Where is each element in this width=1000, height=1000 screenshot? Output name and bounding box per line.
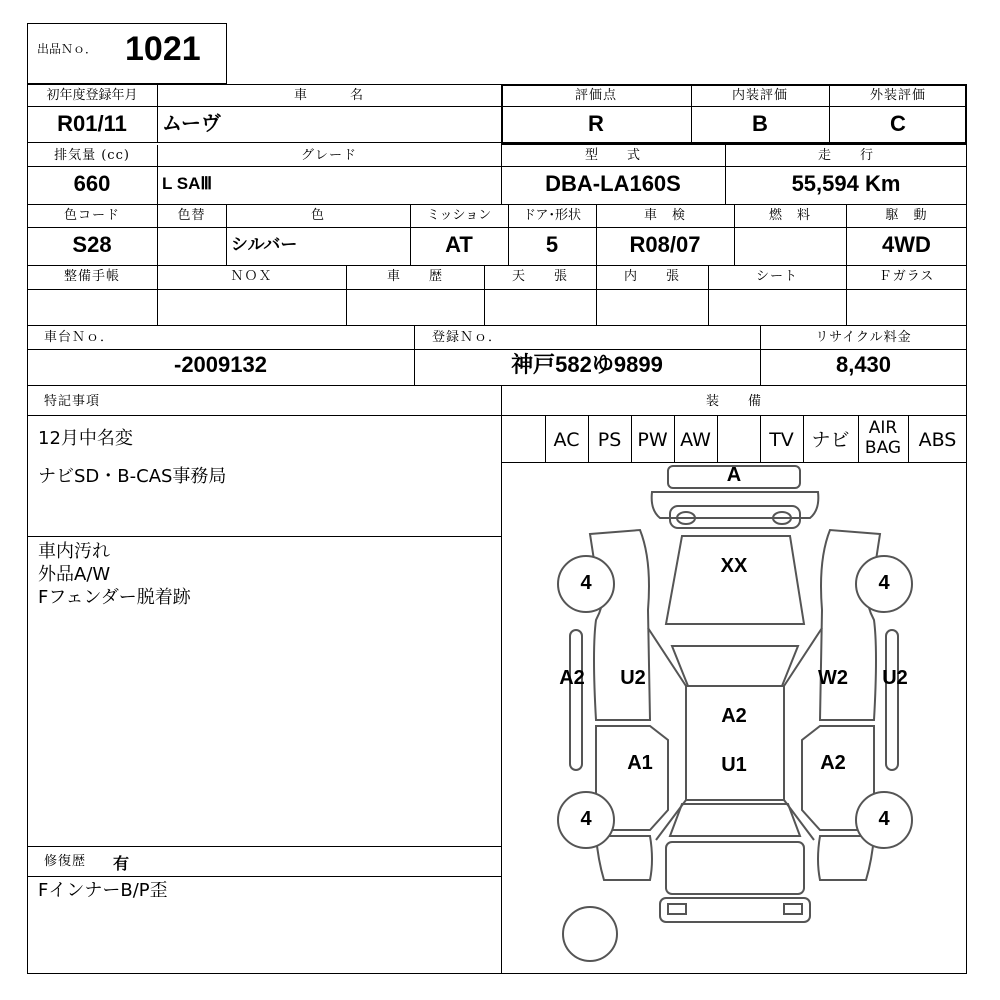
score-label: 評価点 bbox=[574, 88, 617, 103]
seat-label: シート bbox=[755, 269, 798, 284]
notes-label: 特記事項 bbox=[44, 394, 101, 409]
mileage-value: 55,594 Km bbox=[791, 171, 901, 196]
diagram-windshield bbox=[672, 646, 798, 686]
inspection-label: 車 検 bbox=[643, 208, 686, 223]
color-code-label: 色コード bbox=[63, 208, 120, 223]
mark-right-fender-inner: W2 bbox=[818, 667, 848, 689]
doors-label: ドア･形状 bbox=[522, 208, 582, 223]
repair-history-label: 修復歴 bbox=[44, 854, 87, 869]
inspector-line-2: 外品A/W bbox=[38, 564, 111, 585]
diagram-spare-tire bbox=[563, 907, 617, 961]
lot-number: 1021 bbox=[125, 30, 201, 68]
mark-tire-fr: 4 bbox=[878, 572, 890, 594]
chassis-value: -2009132 bbox=[174, 352, 267, 377]
mileage-label: 走 行 bbox=[817, 148, 874, 163]
grade-label: グレード bbox=[300, 148, 357, 163]
equip-aw: AW bbox=[680, 429, 711, 451]
car-name-label: 車 名 bbox=[293, 88, 364, 103]
diagram-trunk bbox=[666, 842, 804, 894]
equip-tv: TV bbox=[769, 429, 794, 451]
fuel-label: 燃 料 bbox=[768, 208, 811, 223]
mark-left-fender-outer: A2 bbox=[559, 667, 585, 689]
fuel-value bbox=[734, 228, 846, 262]
mark-roof: U1 bbox=[721, 754, 747, 776]
mark-left-fender-inner: U2 bbox=[620, 667, 646, 689]
repair-history-value: 有 bbox=[113, 854, 130, 873]
mark-tire-rl: 4 bbox=[580, 808, 592, 830]
repaint-label: 色替 bbox=[177, 208, 206, 223]
equip-airbag bbox=[858, 418, 908, 458]
mission-value: AT bbox=[445, 232, 473, 257]
mark-front-bumper: A bbox=[726, 464, 742, 486]
diagram-right-rail bbox=[886, 630, 898, 770]
model-value: DBA-LA160S bbox=[545, 171, 681, 196]
mark-tire-fl: 4 bbox=[580, 572, 592, 594]
model-label: 型 式 bbox=[584, 148, 641, 163]
diagram-roof bbox=[686, 686, 784, 800]
displacement-value: 660 bbox=[73, 171, 111, 196]
mission-label: ミッション bbox=[426, 208, 492, 223]
sunroof-label: 天 張 bbox=[511, 269, 568, 284]
recycle-label: リサイクル料金 bbox=[815, 330, 912, 345]
score-value: R bbox=[588, 111, 604, 136]
repair-note: FインナーB/P歪 bbox=[38, 880, 168, 901]
diagram-hood bbox=[666, 536, 804, 624]
grade-value: L SAⅢ bbox=[162, 174, 213, 193]
displacement-label: 排気量 (cc) bbox=[54, 148, 130, 163]
repaint-value bbox=[157, 228, 226, 262]
equip-navi: ナビ bbox=[811, 429, 850, 451]
equip-abs: ABS bbox=[918, 429, 957, 451]
diagram-rear-light-right bbox=[784, 904, 802, 914]
mark-windshield: A2 bbox=[721, 705, 747, 727]
equip-pw: PW bbox=[637, 429, 668, 451]
lot-number-box bbox=[27, 23, 227, 84]
drive-value: 4WD bbox=[882, 232, 931, 257]
diagram-rear-bumper bbox=[660, 898, 810, 922]
chassis-label: 車台Ｎｏ． bbox=[44, 330, 115, 345]
equipment-label: 装 備 bbox=[705, 394, 762, 409]
mark-right-fender-outer: U2 bbox=[882, 667, 908, 689]
drive-label: 駆 動 bbox=[885, 208, 928, 223]
diagram-rear-quarter-right bbox=[818, 836, 874, 880]
plate-value: 神戸582ゆ9899 bbox=[511, 352, 663, 377]
color-code-value: S28 bbox=[72, 232, 112, 257]
plate-label: 登録Ｎｏ． bbox=[432, 330, 503, 345]
diagram-rear-quarter-left bbox=[596, 836, 652, 880]
notes-line-2: ナビSD・B-CAS事務局 bbox=[38, 466, 227, 487]
diagram-rear-window bbox=[670, 804, 800, 836]
mark-hood: XX bbox=[720, 555, 748, 577]
inspector-line-1: 車内汚れ bbox=[38, 541, 110, 562]
exterior-value: C bbox=[890, 111, 906, 136]
front-glass-label: Ｆガラス bbox=[878, 269, 935, 284]
car-name-value: ムーヴ bbox=[162, 113, 221, 135]
equip-ac: AC bbox=[553, 429, 580, 451]
lot-number-label: 出品Ｎｏ． bbox=[37, 42, 98, 56]
inspection-value: R08/07 bbox=[629, 232, 701, 257]
exterior-label: 外装評価 bbox=[869, 88, 926, 103]
diagram-left-rail bbox=[570, 630, 582, 770]
equip-airbag-line-1: AIR bbox=[868, 418, 898, 438]
recycle-value: 8,430 bbox=[835, 352, 892, 377]
first-reg-value: R01/11 bbox=[57, 111, 127, 136]
inspector-line-3: Fフェンダー脱着跡 bbox=[38, 587, 191, 608]
mark-left-door: A1 bbox=[627, 752, 653, 774]
headliner-label: 内 張 bbox=[623, 269, 680, 284]
color-label: 色 bbox=[310, 208, 325, 223]
history-label: 車 歴 bbox=[386, 269, 443, 284]
doors-value: 5 bbox=[545, 232, 559, 257]
interior-value: B bbox=[752, 111, 768, 136]
nox-label: ＮＯＸ bbox=[230, 269, 273, 284]
interior-label: 内装評価 bbox=[731, 88, 788, 103]
service-book-label: 整備手帳 bbox=[63, 269, 120, 284]
diagram-rear-light-left bbox=[668, 904, 686, 914]
equip-airbag-line-2: BAG bbox=[864, 438, 902, 458]
mark-right-door: A2 bbox=[820, 752, 846, 774]
color-value: シルバー bbox=[231, 235, 298, 254]
notes-line-1: 12月中名変 bbox=[38, 428, 133, 449]
mark-tire-rr: 4 bbox=[878, 808, 890, 830]
equip-ps: PS bbox=[597, 429, 622, 451]
first-reg-label: 初年度登録年月 bbox=[46, 88, 138, 103]
